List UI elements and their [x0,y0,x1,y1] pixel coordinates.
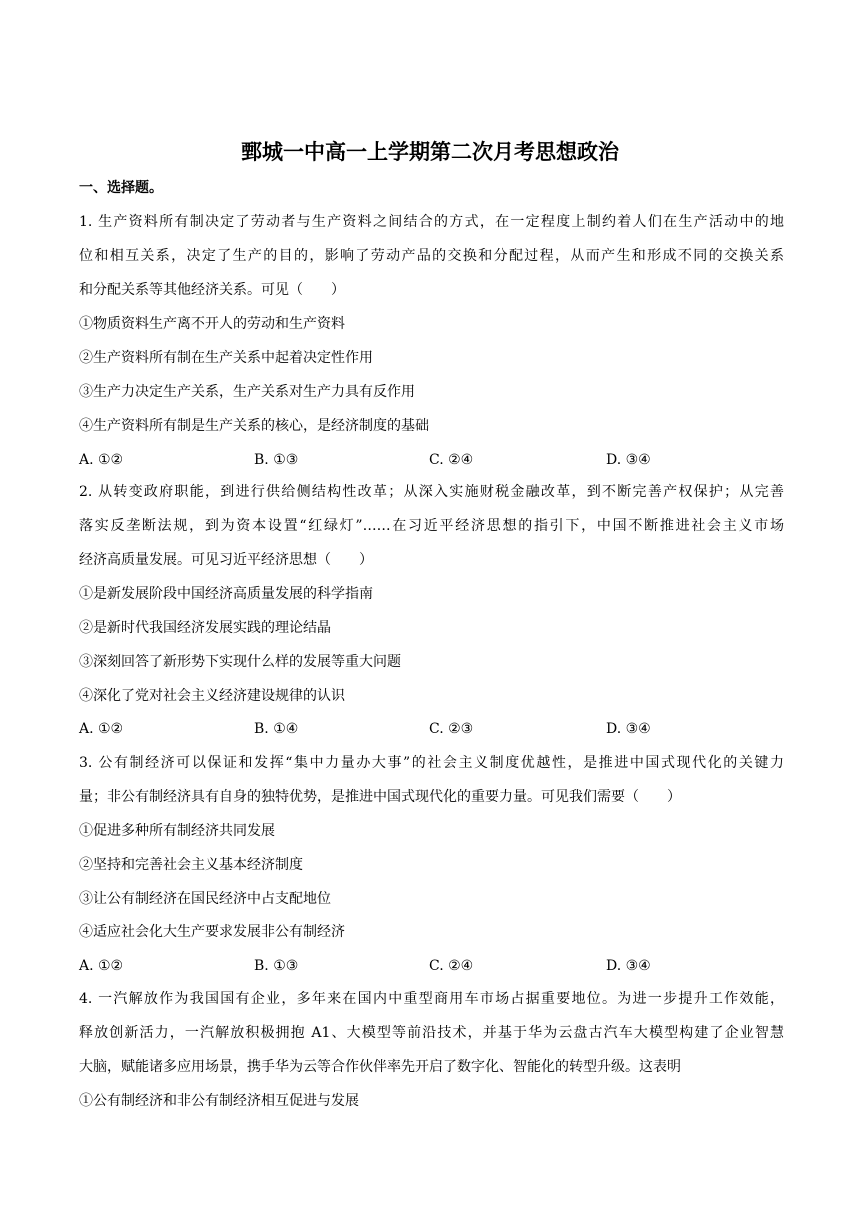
question-3-option-b: B. ①③ [254,958,299,974]
question-4-line-3: 大脑，赋能诸多应用场景，携手华为云等合作伙伴率先开启了数字化、智能化的转型升级。这表明 [79,1059,681,1075]
question-2-option-b: B. ①④ [254,721,299,737]
question-1-option-b: B. ①③ [254,452,299,468]
question-2-line-2: 落实反垄断法规，到为资本设置“红绿灯”……在习近平经济思想的指引下，中国不断推进社会主义市场 [79,518,784,534]
section-heading: 一、选择题。 [79,180,163,196]
question-1-line-3: 和分配关系等其他经济关系。可见（ ） [79,282,345,298]
question-2-item-4: ④深化了党对社会主义经济建设规律的认识 [79,688,345,704]
question-1-option-d: D. ③④ [606,452,651,468]
question-2-line-3: 经济高质量发展。可见习近平经济思想（ ） [79,552,373,568]
question-2-option-a: A. ①② [79,721,124,737]
question-2-line-1: 2. 从转变政府职能，到进行供给侧结构性改革；从深入实施财税金融改革，到不断完善产权保护；从完善 [79,484,784,500]
question-1-item-3: ③生产力决定生产关系，生产关系对生产力具有反作用 [79,384,415,400]
question-2-item-2: ②是新时代我国经济发展实践的理论结晶 [79,620,331,636]
question-4-line-1: 4. 一汽解放作为我国国有企业，多年来在国内中重型商用车市场占据重要地位。为进一步提升工作效能， [79,991,784,1007]
question-3-line-1: 3. 公有制经济可以保证和发挥“集中力量办大事”的社会主义制度优越性，是推进中国式现代化的关键力 [79,755,784,771]
question-1-option-a: A. ①② [79,452,124,468]
question-1-line-2: 位和相互关系，决定了生产的目的，影响了劳动产品的交换和分配过程，从而产生和形成不同的交换关系 [79,248,784,264]
question-1-item-4: ④生产资料所有制是生产关系的核心，是经济制度的基础 [79,418,429,434]
question-2-option-c: C. ②③ [429,721,474,737]
question-1-item-1: ①物质资料生产离不开人的劳动和生产资料 [79,316,345,332]
question-4-line-2: 释放创新活力，一汽解放积极拥抱 A1、大模型等前沿技术，并基于华为云盘古汽车大模型构建了企业智慧 [79,1025,784,1041]
question-3-item-3: ③让公有制经济在国民经济中占支配地位 [79,891,331,907]
question-3-item-2: ②坚持和完善社会主义基本经济制度 [79,857,303,873]
question-3-item-1: ①促进多种所有制经济共同发展 [79,823,275,839]
question-1-item-2: ②生产资料所有制在生产关系中起着决定性作用 [79,350,373,366]
question-3-option-c: C. ②④ [429,958,474,974]
question-2-options [79,718,784,740]
question-3-options [79,955,784,977]
question-4-item-1: ①公有制经济和非公有制经济相互促进与发展 [79,1093,359,1109]
question-3-line-2: 量；非公有制经济具有自身的独特优势，是推进中国式现代化的重要力量。可见我们需要（ ） [79,789,681,805]
question-3-item-4: ④适应社会化大生产要求发展非公有制经济 [79,924,345,940]
question-2-item-1: ①是新发展阶段中国经济高质量发展的科学指南 [79,586,373,602]
question-1-option-c: C. ②④ [429,452,474,468]
question-1-options [79,449,784,471]
question-2-option-d: D. ③④ [606,721,651,737]
page-title: 鄄城一中高一上学期第二次月考思想政治 [241,140,619,164]
question-1-line-1: 1. 生产资料所有制决定了劳动者与生产资料之间结合的方式，在一定程度上制约着人们在生产活动中的地 [79,214,784,230]
question-3-option-a: A. ①② [79,958,124,974]
question-2-item-3: ③深刻回答了新形势下实现什么样的发展等重大问题 [79,654,401,670]
question-3-option-d: D. ③④ [606,958,651,974]
